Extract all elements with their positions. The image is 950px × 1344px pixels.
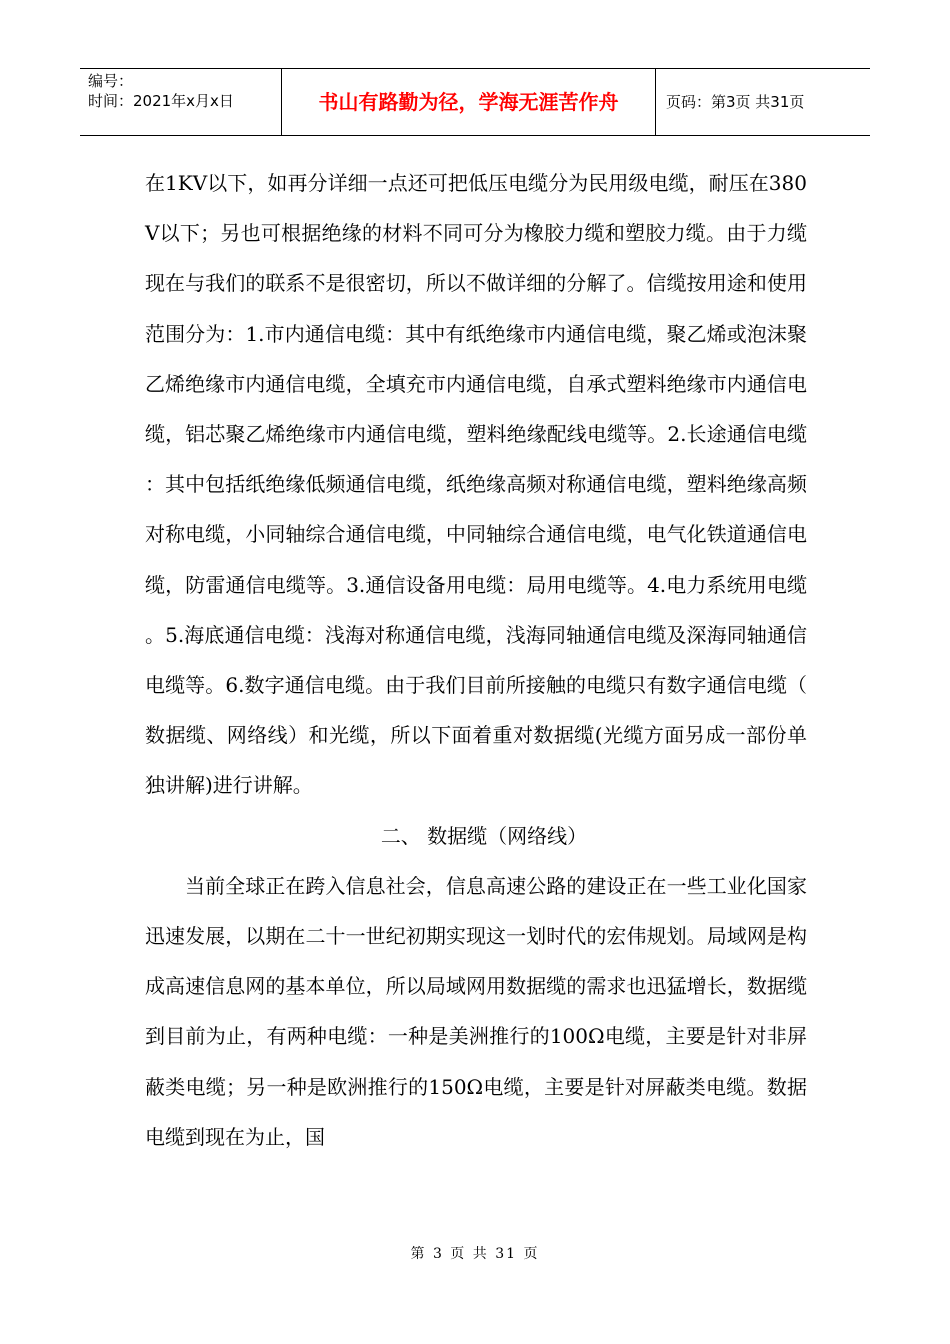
header-slogan: 书山有路勤为径，学海无涯苦作舟 [282, 69, 656, 135]
page-header [80, 68, 870, 136]
document-time-label: 时间：2021年x月x日 [88, 92, 234, 110]
document-number-label: 编号： [88, 72, 134, 90]
page-footer: 第 3 页 共 31 页 [410, 1246, 540, 1262]
header-meta [80, 69, 282, 135]
section-heading: 二、 数据缆（网络线） [380, 823, 588, 848]
document-body [145, 158, 807, 1162]
body-paragraph: 当前全球正在跨入信息社会，信息高速公路的建设正在一些工业化国家迅速发展，以期在二十一世纪初期实现这一划时代的宏伟规划。局域网是构成高速信息网的基本单位，所以局域网用数据缆的需求也迅猛增长，数据缆到目前为止，有两种电缆：一种是美洲推行的100Ω电缆，主要是针对非屏蔽类电缆；另一种是欧洲推行的150Ω电缆，主要是针对屏蔽类电缆。数据电缆到现在为止，国 [145, 873, 807, 1149]
body-paragraph: 在1KV以下，如再分详细一点还可把低压电缆分为民用级电缆，耐压在380V以下；另也可根据绝缘的材料不同可分为橡胶力缆和塑胶力缆。由于力缆现在与我们的联系不是很密切，所以不做详细的分解了。信缆按用途和使用范围分为：1.市内通信电缆：其中有纸绝缘市内通信电缆，聚乙烯或泡沫聚乙烯绝缘市内通信电缆，全填充市内通信电缆，自承式塑料绝缘市内通信电缆，铝芯聚乙烯绝缘市内通信电缆，塑料绝缘配线电缆等。2.长途通信电缆：其中包括纸绝缘低频通信电缆，纸绝缘高频对称通信电缆，塑料绝缘高频对称电缆，小同轴综合通信电缆，中同轴综合通信电缆，电气化铁道通信电缆，防雷通信电缆等。3.通信设备用电缆：局用电缆等。4.电力系统用电缆。5.海底通信电缆：浅海对称通信电缆，浅海同轴通信电缆及深海同轴通信电缆等。6.数字通信电缆。由于我们目前所接触的电缆只有数字通信电缆（数据缆、网络线）和光缆，所以下面着重对数据缆(光缆方面另成一部份单独讲解)进行讲解。 [145, 171, 807, 798]
header-page-info: 页码：第3页 共31页 [666, 93, 805, 111]
